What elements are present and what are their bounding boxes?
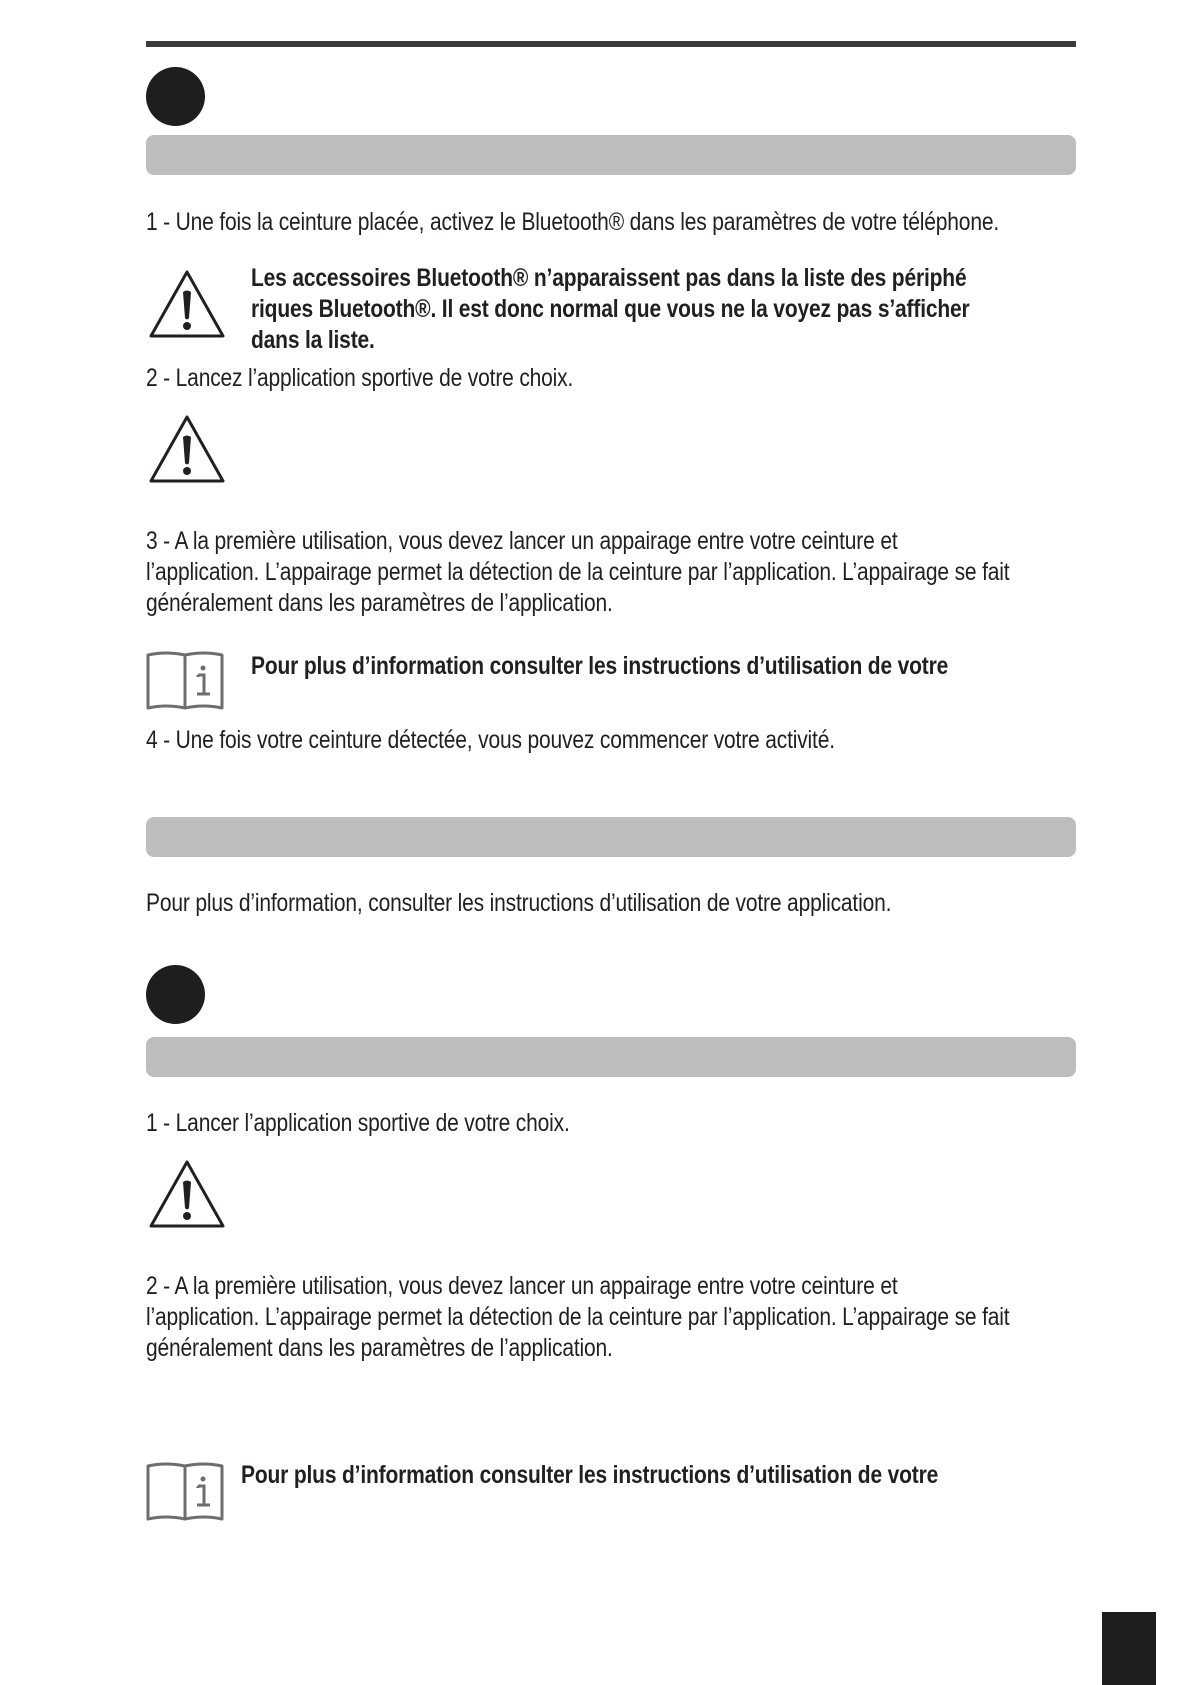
info-book-icon [146,1461,224,1523]
step-1-text: 1 - Lancer l’application sportive de votre choix. [146,1109,570,1137]
warning-icon [148,1158,226,1230]
step-2-line-2: l’application. L’appairage permet la détection de la ceinture par l’application. L’appairage se fait [146,1303,1010,1331]
info-note: Pour plus d’information consulter les instructions d’utilisation de votre [241,1461,939,1489]
page-corner-tab [1102,1612,1156,1685]
step-3-line-1: 3 - A la première utilisation, vous devez lancer un appairage entre votre ceinture et [146,527,898,555]
section-number-badge [146,67,205,126]
step-2-line-1: 2 - A la première utilisation, vous devez lancer un appairage entre votre ceinture et [146,1272,898,1300]
warning-1-line-3: dans la liste. [251,326,375,354]
section-header-band [146,817,1076,857]
warning-icon [148,268,226,340]
section-number-badge [146,965,205,1024]
warning-1-line-1: Les accessoires Bluetooth® n’apparaissent pas dans la liste des périphé [251,264,967,292]
step-1-text: 1 - Une fois la ceinture placée, activez le Bluetooth® dans les paramètres de votre téléphone. [146,208,1000,236]
step-2-text: 2 - Lancez l’application sportive de votre choix. [146,364,574,392]
step-3-line-2: l’application. L’appairage permet la détection de la ceinture par l’application. L’appairage se fait [146,558,1010,586]
top-rule [146,41,1076,47]
info-note: Pour plus d’information consulter les instructions d’utilisation de votre [251,652,949,680]
section-header-band [146,135,1076,175]
section-2-text: Pour plus d’information, consulter les instructions d’utilisation de votre application. [146,889,892,917]
warning-icon [148,413,226,485]
step-4-text: 4 - Une fois votre ceinture détectée, vous pouvez commencer votre activité. [146,726,835,754]
section-header-band [146,1037,1076,1077]
info-book-icon [146,650,224,712]
warning-1-line-2: riques Bluetooth®. Il est donc normal que vous ne la voyez pas s’afficher [251,295,970,323]
step-2-line-3: généralement dans les paramètres de l’application. [146,1334,613,1362]
step-3-line-3: généralement dans les paramètres de l’application. [146,589,613,617]
